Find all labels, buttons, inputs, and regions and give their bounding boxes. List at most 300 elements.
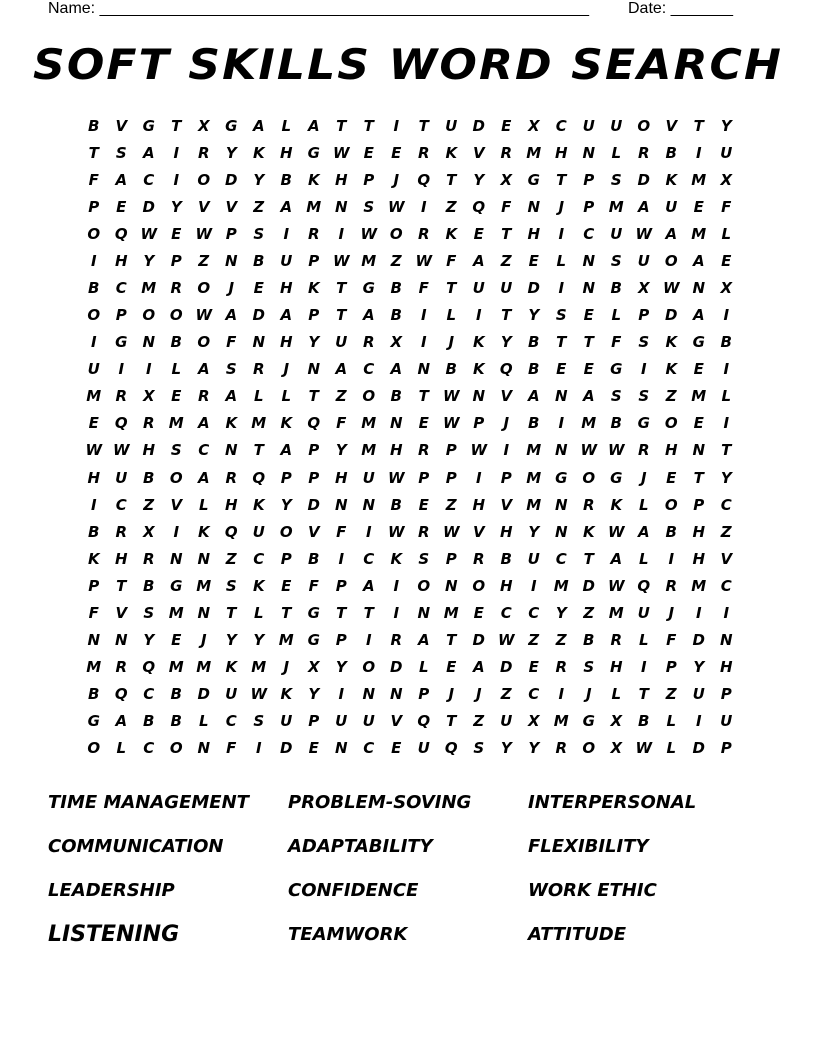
grid-letter: R	[142, 549, 155, 568]
grid-letter: K	[87, 549, 100, 568]
grid-letter: N	[197, 603, 211, 622]
grid-letter: E	[583, 360, 594, 379]
grid-letter: A	[362, 576, 375, 595]
grid-letter: Z	[445, 495, 457, 514]
grid-letter: Y	[528, 739, 540, 758]
grid-letter: G	[362, 279, 375, 297]
grid-letter: I	[255, 739, 262, 758]
grid-letter: R	[637, 143, 650, 162]
grid-letter: E	[363, 143, 374, 162]
grid-letter: N	[472, 387, 486, 406]
grid-letter: C	[253, 549, 265, 568]
grid-letter: J	[283, 360, 290, 379]
grid-letter: H	[334, 468, 348, 487]
grid-letter: C	[555, 549, 567, 568]
grid-letter: M	[443, 603, 459, 622]
grid-letter: R	[555, 658, 568, 677]
grid-letter: O	[142, 306, 156, 325]
grid-letter: C	[363, 360, 375, 379]
grid-letter: A	[115, 712, 128, 731]
grid-letter: J	[200, 631, 207, 650]
grid-letter: H	[472, 495, 486, 514]
grid-letter: J	[283, 658, 290, 677]
grid-letter: V	[225, 197, 238, 216]
grid-letter: L	[446, 306, 457, 325]
grid-letter: B	[528, 414, 540, 433]
grid-letter: U	[335, 712, 348, 731]
grid-letter: L	[638, 549, 649, 568]
grid-letter: M	[168, 603, 184, 622]
grid-letter: Q	[417, 170, 431, 189]
grid-letter: W	[662, 279, 680, 297]
grid-letter: I	[90, 333, 97, 352]
grid-letter: I	[558, 279, 565, 297]
grid-letter: U	[225, 685, 238, 704]
grid-letter: C	[583, 224, 595, 243]
grid-letter: D	[472, 116, 485, 135]
grid-letter: B	[390, 495, 402, 514]
grid-letter: T	[583, 333, 594, 352]
grid-letter: I	[695, 603, 702, 622]
word-list-item: ATTITUDE	[528, 923, 627, 945]
grid-letter: A	[472, 658, 485, 677]
grid-letter: B	[390, 306, 402, 325]
grid-letter: X	[142, 387, 155, 406]
grid-letter: A	[692, 251, 705, 270]
grid-letter: M	[691, 387, 707, 406]
grid-letter: K	[280, 685, 293, 704]
grid-letter: O	[197, 279, 211, 297]
grid-letter: C	[528, 603, 540, 622]
grid-letter: B	[170, 712, 182, 731]
grid-letter: L	[721, 224, 732, 243]
grid-letter: K	[665, 170, 678, 189]
grid-letter: I	[723, 603, 730, 622]
grid-letter: E	[473, 603, 484, 622]
grid-letter: A	[197, 468, 210, 487]
grid-letter: A	[280, 306, 293, 325]
grid-letter: L	[666, 712, 677, 731]
grid-letter: U	[610, 116, 623, 135]
grid-letter: R	[417, 224, 430, 243]
grid-letter: A	[637, 522, 650, 541]
grid-letter: H	[664, 441, 678, 460]
grid-letter: G	[555, 468, 568, 487]
grid-letter: P	[445, 549, 457, 568]
grid-letter: V	[500, 387, 513, 406]
grid-letter: A	[417, 631, 430, 650]
grid-letter: L	[418, 658, 429, 677]
grid-letter: V	[472, 522, 485, 541]
grid-letter: W	[387, 522, 405, 541]
grid-letter: C	[500, 603, 512, 622]
grid-letter: V	[500, 495, 513, 514]
grid-letter: I	[420, 333, 427, 352]
grid-letter: Q	[114, 685, 128, 704]
grid-letter: R	[390, 631, 403, 650]
grid-letter: I	[393, 603, 400, 622]
grid-letter: Z	[143, 495, 155, 514]
grid-letter: Z	[335, 387, 347, 406]
grid-letter: Y	[253, 170, 265, 189]
grid-letter: O	[664, 495, 678, 514]
grid-letter: F	[308, 576, 319, 595]
grid-letter: T	[336, 603, 347, 622]
grid-letter: Z	[198, 251, 210, 270]
grid-letter: E	[281, 576, 292, 595]
grid-letter: R	[582, 495, 595, 514]
grid-letter: W	[470, 441, 488, 460]
grid-letter: T	[446, 712, 457, 731]
grid-letter: N	[362, 685, 376, 704]
grid-letter: D	[582, 576, 595, 595]
grid-letter: D	[692, 631, 705, 650]
grid-letter: E	[308, 739, 319, 758]
grid-letter: I	[558, 414, 565, 433]
grid-letter: K	[610, 495, 623, 514]
grid-letter: B	[720, 333, 732, 352]
grid-letter: I	[365, 522, 372, 541]
grid-letter: Q	[252, 468, 266, 487]
grid-letter: U	[720, 712, 733, 731]
grid-letter: W	[250, 685, 268, 704]
grid-letter: C	[143, 170, 155, 189]
grid-letter: X	[197, 116, 210, 135]
grid-letter: R	[555, 739, 568, 758]
grid-letter: U	[637, 251, 650, 270]
grid-letter: P	[720, 685, 732, 704]
grid-letter: U	[500, 279, 513, 297]
grid-letter: F	[226, 739, 237, 758]
grid-letter: Z	[225, 549, 237, 568]
grid-letter: H	[692, 522, 706, 541]
grid-letter: K	[472, 333, 485, 352]
grid-letter: R	[170, 279, 183, 297]
grid-letter: T	[253, 441, 264, 460]
grid-letter: S	[638, 333, 650, 352]
grid-letter: F	[721, 197, 732, 216]
grid-letter: L	[198, 712, 209, 731]
word-list-item: TIME MANAGEMENT	[48, 791, 249, 813]
grid-letter: H	[142, 441, 156, 460]
grid-letter: Y	[500, 739, 512, 758]
grid-letter: N	[389, 414, 403, 433]
grid-letter: K	[307, 170, 320, 189]
grid-letter: W	[360, 224, 378, 243]
grid-letter: C	[363, 739, 375, 758]
grid-letter: O	[362, 658, 376, 677]
grid-letter: T	[336, 279, 347, 297]
grid-letter: R	[307, 224, 320, 243]
grid-letter: Z	[445, 197, 457, 216]
grid-letter: M	[141, 279, 157, 297]
grid-letter: K	[665, 333, 678, 352]
grid-letter: P	[225, 224, 237, 243]
grid-letter: F	[611, 333, 622, 352]
grid-letter: I	[283, 224, 290, 243]
grid-letter: H	[554, 143, 568, 162]
grid-letter: I	[640, 360, 647, 379]
grid-letter: R	[665, 576, 678, 595]
grid-letter: R	[225, 468, 238, 487]
grid-letter: O	[169, 306, 183, 325]
grid-letter: M	[581, 414, 597, 433]
word-list-item: TEAMWORK	[288, 923, 408, 945]
grid-letter: T	[226, 603, 237, 622]
grid-letter: Y	[143, 251, 155, 270]
grid-letter: S	[225, 360, 237, 379]
grid-letter: F	[418, 279, 429, 297]
grid-letter: Z	[583, 603, 595, 622]
grid-letter: P	[583, 170, 595, 189]
grid-letter: P	[308, 468, 320, 487]
grid-letter: D	[665, 306, 678, 325]
grid-letter: J	[585, 685, 592, 704]
grid-letter: R	[610, 631, 623, 650]
grid-letter: P	[445, 468, 457, 487]
grid-letter: M	[196, 576, 212, 595]
grid-letter: H	[609, 658, 623, 677]
header-row	[48, 0, 740, 20]
grid-letter: E	[528, 251, 539, 270]
grid-letter: B	[500, 549, 512, 568]
grid-letter: O	[87, 306, 101, 325]
grid-letter: I	[420, 306, 427, 325]
grid-letter: M	[526, 143, 542, 162]
grid-letter: Q	[114, 224, 128, 243]
grid-letter: Z	[665, 387, 677, 406]
grid-letter: Q	[417, 712, 431, 731]
grid-letter: O	[472, 576, 486, 595]
grid-letter: B	[610, 414, 622, 433]
grid-letter: S	[115, 143, 127, 162]
grid-letter: M	[526, 495, 542, 514]
grid-letter: N	[142, 333, 156, 352]
grid-letter: N	[692, 279, 706, 297]
grid-letter: P	[693, 495, 705, 514]
word-list	[48, 780, 768, 956]
grid-letter: Z	[500, 251, 512, 270]
grid-letter: M	[306, 197, 322, 216]
grid-letter: Q	[444, 739, 458, 758]
grid-letter: Z	[473, 712, 485, 731]
grid-letter: K	[280, 414, 293, 433]
grid-letter: E	[446, 658, 457, 677]
grid-letter: J	[448, 685, 455, 704]
grid-letter: I	[723, 360, 730, 379]
grid-letter: G	[142, 116, 155, 135]
grid-letter: I	[695, 143, 702, 162]
grid-letter: A	[142, 143, 155, 162]
grid-letter: L	[611, 685, 622, 704]
grid-letter: Y	[500, 333, 512, 352]
grid-letter: U	[417, 739, 430, 758]
grid-letter: X	[307, 658, 320, 677]
grid-letter: G	[610, 360, 623, 379]
grid-letter: R	[115, 658, 128, 677]
grid-letter: E	[171, 224, 182, 243]
grid-letter: U	[335, 333, 348, 352]
word-list-item: ADAPTABILITY	[288, 835, 433, 857]
grid-letter: T	[171, 116, 182, 135]
grid-letter: O	[664, 414, 678, 433]
grid-letter: A	[582, 387, 595, 406]
grid-letter: B	[528, 333, 540, 352]
grid-letter: E	[391, 739, 402, 758]
grid-letter: W	[332, 143, 350, 162]
grid-letter: I	[640, 658, 647, 677]
grid-letter: O	[362, 387, 376, 406]
grid-letter: X	[142, 522, 155, 541]
grid-letter: V	[665, 116, 678, 135]
grid-letter: N	[169, 549, 183, 568]
grid-letter: M	[361, 251, 377, 270]
grid-letter: Y	[693, 658, 705, 677]
grid-letter: G	[170, 576, 183, 595]
grid-letter: M	[251, 414, 267, 433]
grid-letter: I	[695, 712, 702, 731]
grid-letter: A	[362, 306, 375, 325]
grid-letter: Y	[225, 143, 237, 162]
word-list-item: WORK ETHIC	[528, 879, 657, 901]
grid-letter: G	[307, 631, 320, 650]
grid-letter: I	[90, 251, 97, 270]
grid-letter: P	[170, 251, 182, 270]
grid-letter: L	[666, 739, 677, 758]
grid-letter: A	[197, 360, 210, 379]
grid-letter: G	[692, 333, 705, 352]
grid-letter: N	[114, 631, 128, 650]
grid-letter: W	[580, 441, 598, 460]
grid-letter: I	[393, 116, 400, 135]
grid-letter: L	[253, 603, 264, 622]
grid-letter: E	[171, 631, 182, 650]
grid-letter: Q	[114, 414, 128, 433]
grid-letter: K	[307, 279, 320, 297]
grid-letter: O	[87, 224, 101, 243]
grid-letter: B	[390, 279, 402, 297]
grid-letter: W	[112, 441, 130, 460]
grid-letter: Q	[307, 414, 321, 433]
grid-letter: O	[87, 739, 101, 758]
grid-letter: T	[693, 116, 704, 135]
grid-letter: D	[472, 631, 485, 650]
grid-letter: S	[143, 603, 155, 622]
grid-letter: W	[607, 576, 625, 595]
grid-letter: A	[637, 197, 650, 216]
grid-letter: T	[88, 143, 99, 162]
grid-letter: K	[665, 360, 678, 379]
grid-letter: X	[527, 116, 540, 135]
grid-letter: M	[526, 468, 542, 487]
grid-letter: H	[279, 279, 293, 297]
grid-letter: T	[721, 441, 732, 460]
grid-letter: V	[197, 197, 210, 216]
grid-letter: P	[665, 658, 677, 677]
grid-letter: W	[415, 251, 433, 270]
grid-letter: I	[173, 522, 180, 541]
grid-letter: Y	[308, 685, 320, 704]
grid-letter: L	[611, 306, 622, 325]
grid-letter: I	[393, 576, 400, 595]
grid-letter: U	[445, 116, 458, 135]
grid-letter: F	[501, 197, 512, 216]
grid-letter: M	[168, 658, 184, 677]
grid-letter: D	[692, 739, 705, 758]
grid-letter: R	[197, 387, 210, 406]
grid-letter: I	[90, 495, 97, 514]
grid-letter: D	[197, 685, 210, 704]
grid-letter: B	[583, 631, 595, 650]
grid-letter: U	[472, 279, 485, 297]
grid-letter: I	[475, 468, 482, 487]
grid-letter: J	[640, 468, 647, 487]
grid-letter: S	[555, 306, 567, 325]
grid-letter: R	[115, 387, 128, 406]
grid-letter: U	[252, 522, 265, 541]
grid-letter: P	[473, 414, 485, 433]
grid-letter: H	[87, 468, 101, 487]
grid-letter: S	[253, 712, 265, 731]
grid-letter: P	[280, 468, 292, 487]
grid-letter: H	[334, 170, 348, 189]
grid-letter: I	[420, 197, 427, 216]
grid-letter: S	[473, 739, 485, 758]
grid-letter: P	[335, 631, 347, 650]
grid-letter: T	[693, 468, 704, 487]
grid-letter: N	[582, 143, 596, 162]
grid-letter: B	[170, 685, 182, 704]
grid-letter: D	[527, 279, 540, 297]
grid-letter: K	[252, 576, 265, 595]
grid-letter: U	[362, 712, 375, 731]
grid-letter: H	[114, 251, 128, 270]
letter-grid	[80, 112, 740, 762]
grid-letter: I	[145, 360, 152, 379]
grid-letter: B	[170, 333, 182, 352]
grid-letter: Y	[555, 603, 567, 622]
grid-letter: X	[527, 712, 540, 731]
grid-letter: D	[500, 658, 513, 677]
grid-letter: R	[637, 441, 650, 460]
grid-letter: I	[475, 306, 482, 325]
grid-letter: T	[501, 306, 512, 325]
grid-letter: J	[503, 414, 510, 433]
grid-letter: M	[361, 441, 377, 460]
grid-letter: P	[638, 306, 650, 325]
grid-letter: T	[501, 224, 512, 243]
grid-letter: T	[638, 685, 649, 704]
grid-letter: S	[253, 224, 265, 243]
grid-letter: N	[362, 495, 376, 514]
grid-letter: E	[666, 468, 677, 487]
grid-letter: L	[611, 143, 622, 162]
grid-letter: E	[528, 658, 539, 677]
grid-letter: Z	[528, 631, 540, 650]
grid-letter: K	[197, 522, 210, 541]
grid-letter: Z	[720, 522, 732, 541]
grid-letter: O	[197, 333, 211, 352]
grid-letter: W	[195, 306, 213, 325]
grid-letter: T	[583, 549, 594, 568]
grid-letter: P	[308, 441, 320, 460]
grid-letter: H	[499, 522, 513, 541]
grid-letter: E	[116, 197, 127, 216]
grid-letter: N	[389, 685, 403, 704]
grid-letter: T	[336, 306, 347, 325]
grid-letter: P	[583, 197, 595, 216]
grid-letter: G	[307, 603, 320, 622]
